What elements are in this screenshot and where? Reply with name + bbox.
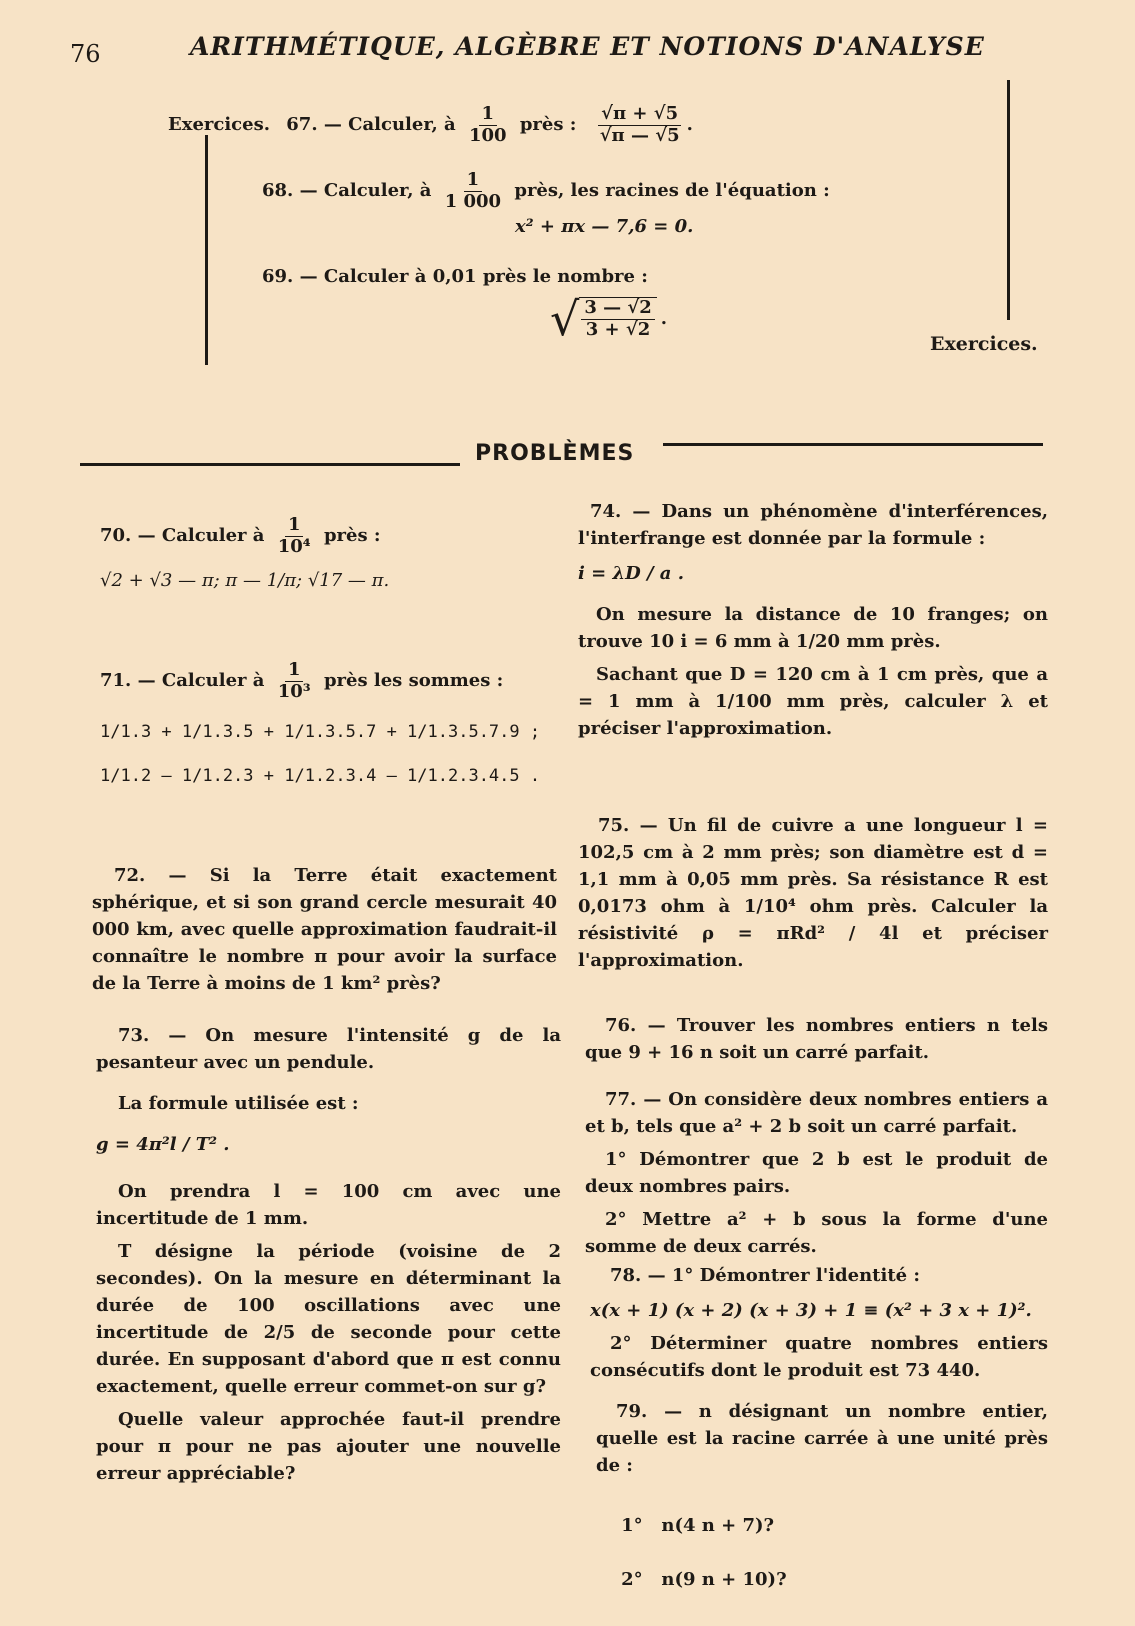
problem-71: 71. — Calculer à $\frac{1}{\text{10³}}$ près les sommes : 1/1.3 + 1/1.3.5 + 1/1.3.5.7 + 1/1.3.5.7.9 ; 1/1.2 — 1/1.2.3 + 1/1.2.3.4 — 1/1.2.3.4.5 . xyxy=(100,660,565,795)
ex67-expression: $\frac{√\pi + √5}{√\pi — √5}$ xyxy=(599,103,680,146)
p70-expressions: √2 + √3 — π; π — 1/π; √17 — π. xyxy=(100,570,390,592)
exercises-label: Exercices. xyxy=(168,114,270,136)
page-number: 76 xyxy=(70,40,101,68)
right-margin-rule xyxy=(1007,80,1010,320)
problem-75: 75. — Un fil de cuivre a une longueur l = 102,5 cm à 2 mm près; son diamètre est d = 1,1 mm à 0,05 mm près. Sa résistance R est 0,0173 ohm à 1/10⁴ ohm près. Calculer la résistivité ρ = πRd² / 4l et préciser l'approximation. xyxy=(578,815,1048,971)
left-margin-rule xyxy=(205,135,208,365)
problem-78: 78. — 1° Démontrer l'identité : x(x + 1) (x + 2) (x + 3) + 1 ≡ (x² + 3 x + 1)². 2° Déterminer quatre nombres entiers consécutifs dont le produit est 73 440. xyxy=(590,1265,1048,1381)
exercise-69: 69. — Calculer à 0,01 près le nombre : xyxy=(262,266,648,287)
problem-76: 76. — Trouver les nombres entiers n tels que 9 + 16 n soit un carré parfait. xyxy=(585,1015,1048,1063)
p71-sum-2: 1/1.2 — 1/1.2.3 + 1/1.2.3.4 — 1/1.2.3.4.5 . xyxy=(100,765,541,786)
section-rule-left xyxy=(80,463,460,466)
problem-74: 74. — Dans un phénomène d'interférences, l'interfrange est donnée par la formule : i = λD / a . On mesure la distance de 10 franges; on trouve 10 i = 6 mm à 1/20 mm près. Sachant que D = 120 cm à 1 cm près, que a = 1 mm à 1/100 mm près, calculer λ et préciser l'approximation. xyxy=(578,501,1048,739)
problem-77: 77. — On considère deux nombres entiers a et b, tels que a² + 2 b soit un carré parfait. 1° Démontrer que 2 b est le produit de deux nombres pairs. 2° Mettre a² + b sous la forme d'une somme de deux carrés. xyxy=(585,1089,1048,1257)
problem-79: 79. — n désignant un nombre entier, quelle est la racine carrée à une unité près de : 1° n(4 n + 7)? 2° n(9 n + 10)? xyxy=(596,1401,1048,1590)
p74-formula: i = λD / a . xyxy=(578,563,684,584)
p73-formula: g = 4π²l / T² . xyxy=(96,1134,230,1155)
p78-identity: x(x + 1) (x + 2) (x + 3) + 1 ≡ (x² + 3 x + 1)². xyxy=(590,1300,1032,1321)
problem-70: 70. — Calculer à $\frac{1}{\text{10⁴}}$ près : √2 + √3 — π; π — 1/π; √17 — π. xyxy=(100,515,565,600)
section-title: PROBLÈMES xyxy=(475,441,635,466)
section-rule-right xyxy=(663,443,1043,446)
running-title: ARITHMÉTIQUE, ALGÈBRE ET NOTIONS D'ANALYSE xyxy=(190,32,985,61)
p71-sum-1: 1/1.3 + 1/1.3.5 + 1/1.3.5.7 + 1/1.3.5.7.9 ; xyxy=(100,722,541,743)
ex69-expression: √ $\frac{3 — √2}{3 + √2}$ . xyxy=(550,292,668,346)
problem-73: 73. — On mesure l'intensité g de la pesanteur avec un pendule. La formule utilisée est : g = 4π²l / T² . On prendra l = 100 cm avec une incertitude de 1 mm. T désigne la période (voisine de 2 secondes). On la mesure en déterminant la durée de 100 oscillations avec une incertitude de 2/5 de seconde pour cette durée. En supposant d'abord que π est connu exactement, quelle erreur commet-on sur g? Quelle valeur approchée faut-il prendre pour π pour ne pas ajouter une nouvelle erreur appréciable? xyxy=(96,1025,561,1484)
exercise-67: Exercices. 67. — Calculer, à $\frac{1}{100}$ près : $\frac{√\pi + √5}{√\pi — √5}$ . xyxy=(168,103,693,146)
exercise-68: 68. — Calculer, à $\frac{1}{1 000}$ près, les racines de l'équation : xyxy=(262,169,830,212)
ex68-equation: x² + πx — 7,6 = 0. xyxy=(515,216,694,237)
problem-72: 72. — Si la Terre était exactement sphérique, et si son grand cercle mesurait 40 000 km, avec quelle approximation faudrait-il connaître le nombre π pour avoir la surface de la Terre à moins de 1 km² près? xyxy=(92,865,557,994)
exercises-side-label: Exercices. xyxy=(930,333,1038,355)
p79-item-2: 2° n(9 n + 10)? xyxy=(621,1569,787,1590)
p79-item-1: 1° n(4 n + 7)? xyxy=(621,1515,775,1536)
